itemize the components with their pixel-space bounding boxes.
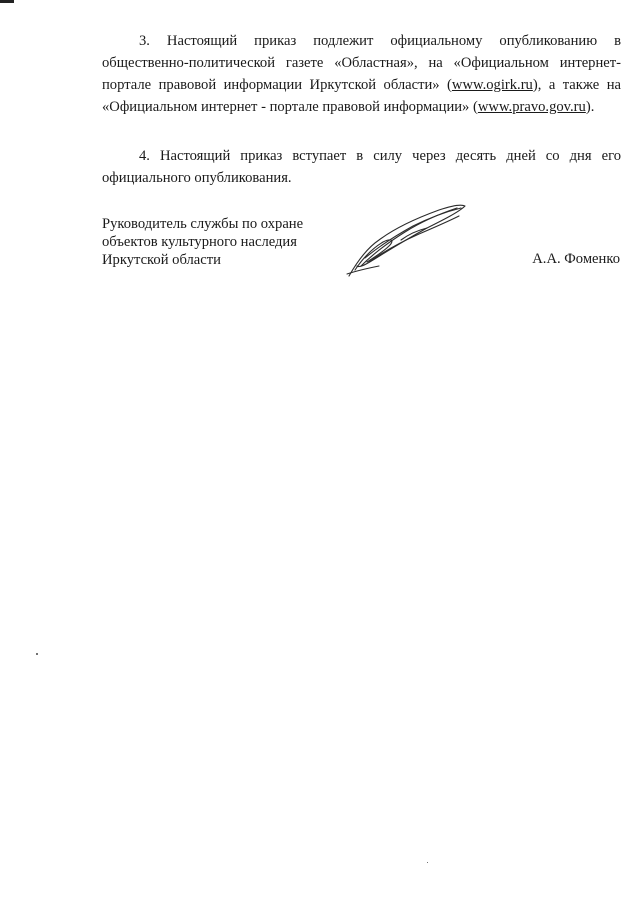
link-ogirk[interactable]: www.ogirk.ru: [451, 77, 533, 93]
scan-speck: [36, 653, 38, 655]
paragraph-3-text-3: ).: [585, 99, 595, 115]
scan-corner-mark: [0, 0, 14, 3]
paragraph-3-text-1: 3. Настоящий приказ подлежит официальному опубликованию в общественно-политической газете «Областная», на «Официальном интернет-портале правовой информации Иркутской области» (: [102, 33, 621, 93]
scan-speck: [427, 862, 428, 863]
handwritten-signature: [343, 196, 468, 278]
signatory-title-line-1: Руководитель службы по охране: [102, 216, 304, 232]
paragraph-3-text-2: ), а также на «Официальном интернет - портале правовой информации» (: [102, 77, 621, 115]
paragraph-3: [102, 30, 621, 118]
signatory-title: [102, 215, 303, 269]
signatory-name: А.А. Фоменко: [532, 251, 620, 267]
paragraph-4: 4. Настоящий приказ вступает в силу через десять дней со дня его официального опубликования.: [102, 148, 621, 186]
link-pravo[interactable]: www.pravo.gov.ru: [477, 99, 586, 115]
signatory-title-line-2: объектов культурного наследия: [102, 234, 297, 250]
signatory-title-line-3: Иркутской области: [102, 252, 221, 268]
